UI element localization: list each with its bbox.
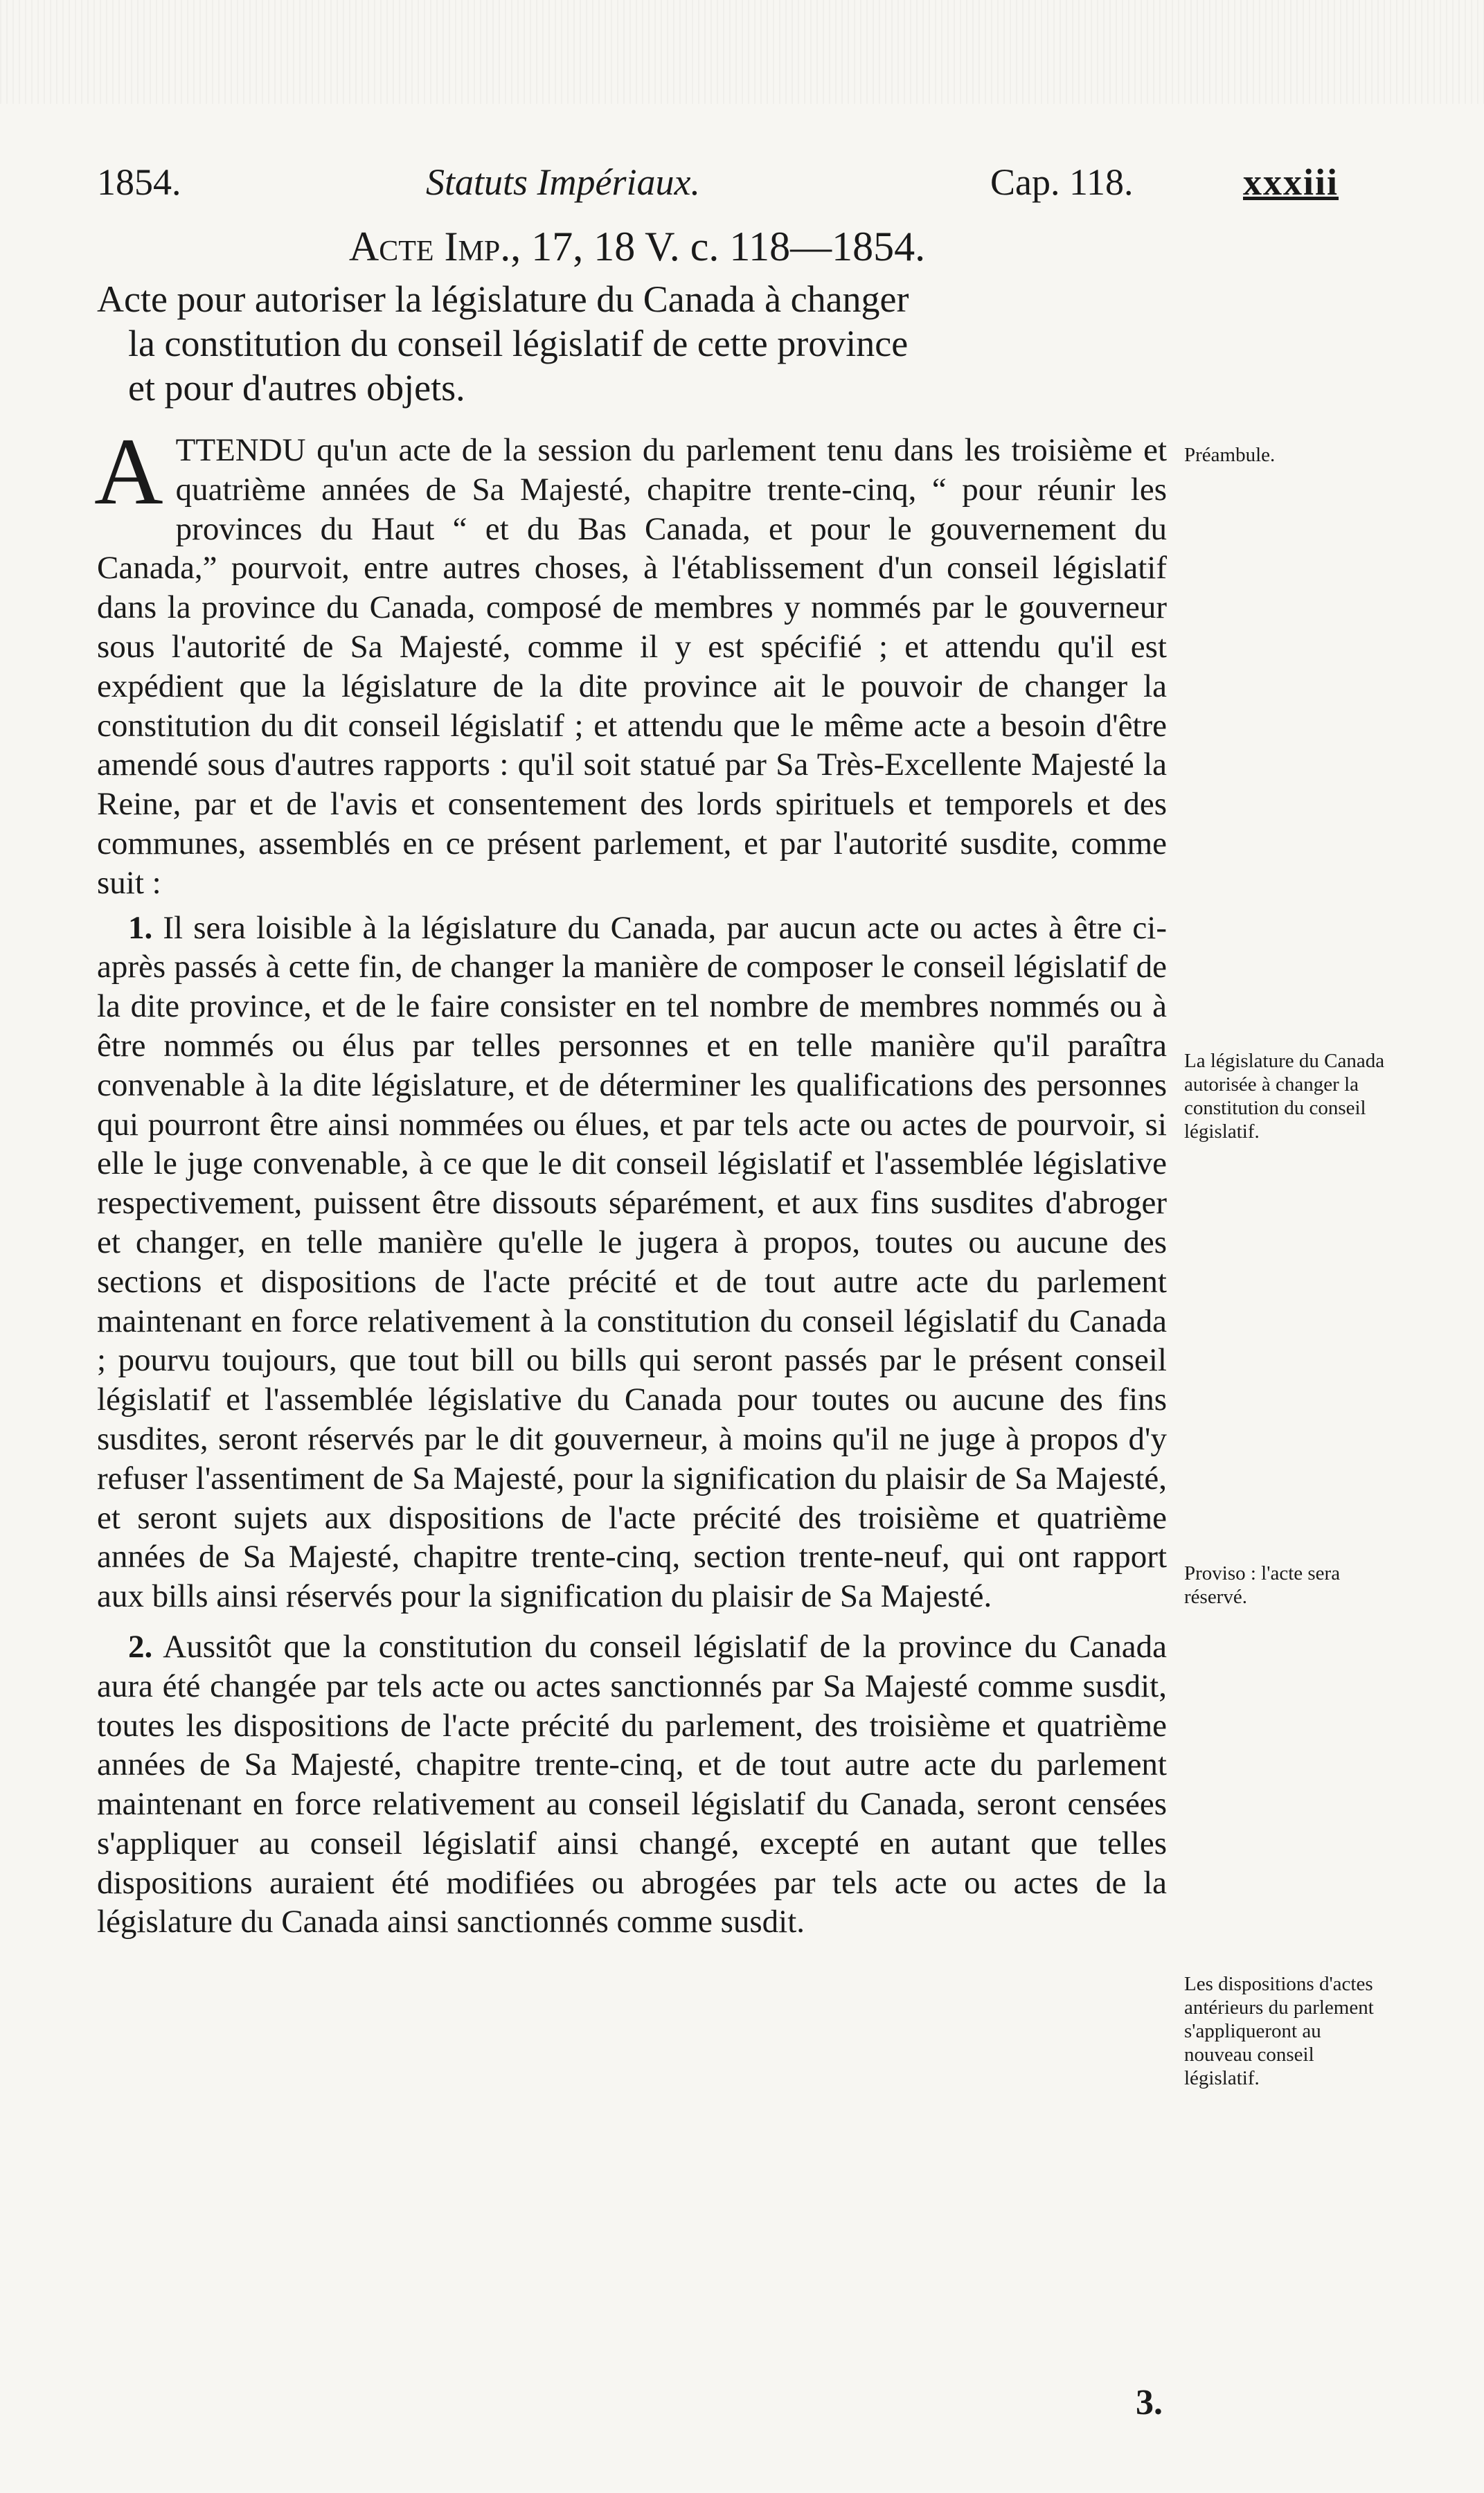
section-text: Aussitôt que la constitution du conseil législatif de la province du Canada aura été changée par tels acte ou actes sanctionnés par Sa Majesté comme susdit, toutes les dispositions de l'acte précité du parlement, des troisième et quatrième années de Sa Majesté, chapitre trente-cinq, et de tout autre acte du parlement maintenant en force relativement au conseil législatif du Canada, seront censées s'appliquer au conseil législatif ainsi changé, excepté en autant que telles dispositions auraient été modifiées ou abrogées par tels acte ou actes de la législature du Canada ainsi sanctionnés comme susdit. [97,1628,1167,1940]
drop-cap: A [94,418,163,524]
section-1 [97,909,1167,1616]
acte-citation: , 17, 18 V. c. 118—1854. [510,224,926,269]
acte-reference [97,223,1177,271]
catchword: 3. [1136,2383,1163,2422]
acte-label: Acte Imp. [348,224,511,269]
act-title-line: Acte pour autoriser la législature du Canada à changer [97,278,909,320]
margin-note-section-1: La législature du Canada autorisée à changer la constitution du conseil législatif. [1184,1050,1385,1143]
act-title-line: et pour d'autres objets. [128,367,465,409]
scan-noise [0,0,1484,104]
header-chapter: Cap. 118. [990,161,1134,203]
preamble-paragraph [94,418,1167,903]
body-text [94,418,1167,1942]
header-year: 1854. [97,161,181,203]
margin-note-proviso: Proviso : l'acte sera réservé. [1184,1562,1341,1608]
section-2 [97,1627,1167,1942]
page-number: xxxiii [1243,161,1339,203]
margin-note-section-2: Les dispositions d'actes antérieurs du parlement s'appliqueront au nouveau conseil législatif. [1184,1973,1374,2089]
act-title [97,277,1191,410]
section-number: 2. [128,1628,153,1665]
margin-note-preamble: Préambule. [1184,444,1276,466]
header-title: Statuts Impériaux. [426,161,700,203]
act-title-line: la constitution du conseil législatif de cette province [128,323,909,364]
section-text: Il sera loisible à la législature du Canada, par aucun acte ou actes à être ci-après passés à cette fin, de changer la manière de composer le conseil législatif de la dite province, et de le faire consister en tel nombre de membres nommés ou à être nommés ou élus par telles personnes et en telle manière qu'il paraîtra convenable à la dite législature, et de déterminer les qualifications des personnes qui pourront être ainsi nommées ou élues, et par tels acte ou actes de pourvoir, si elle le juge convenable, à ce que le dit conseil législatif et l'assemblée législative respectivement, puissent être dissouts séparément, et aux fins susdites d'abroger et changer, en telle manière qu'elle le jugera à propos, toutes ou aucune des sections et dispositions de l'acte précité et de tout autre acte du parlement maintenant en force relativement à la constitution du conseil législatif du Canada ; pourvu toujours, que tout bill ou bills qui seront passés par le présent conseil législatif et l'assemblée législative du Canada pour toutes ou aucune des fins susdites, seront réservés par le dit gouverneur, à moins qu'il ne juge à propos d'y refuser l'assentiment de Sa Majesté, pour la signification du plaisir de Sa Majesté, et seront sujets aux dispositions de l'acte précité des troisième et quatrième années de Sa Majesté, chapitre trente-cinq, section trente-neuf, qui ont rapport aux bills ainsi réservés pour la signification du plaisir de Sa Majesté. [97,909,1167,1615]
preamble-text: TTENDU qu'un acte de la session du parlement tenu dans les troisième et quatrième années de Sa Majesté, chapitre trente-cinq, “ pour réunir les provinces du Haut “ et du Bas Canada, et pour le gouvernement du Canada,” pourvoit, entre autres choses, à l'établissement d'un conseil législatif dans la province du Canada, composé de membres y nommés par le gouverneur sous l'autorité de Sa Majesté, comme il y est spécifié ; et attendu qu'il est expédient que la législature de la dite province ait le pouvoir de changer la constitution du dit conseil législatif ; et attendu que le même acte a besoin d'être amendé sous d'autres rapports : qu'il soit statué par Sa Très-Excellente Majesté la Reine, par et de l'avis et consentement des lords spirituels et temporels et des communes, assemblés en ce présent parlement, et par l'autorité susdite, comme suit : [97,432,1167,901]
section-number: 1. [128,909,153,946]
